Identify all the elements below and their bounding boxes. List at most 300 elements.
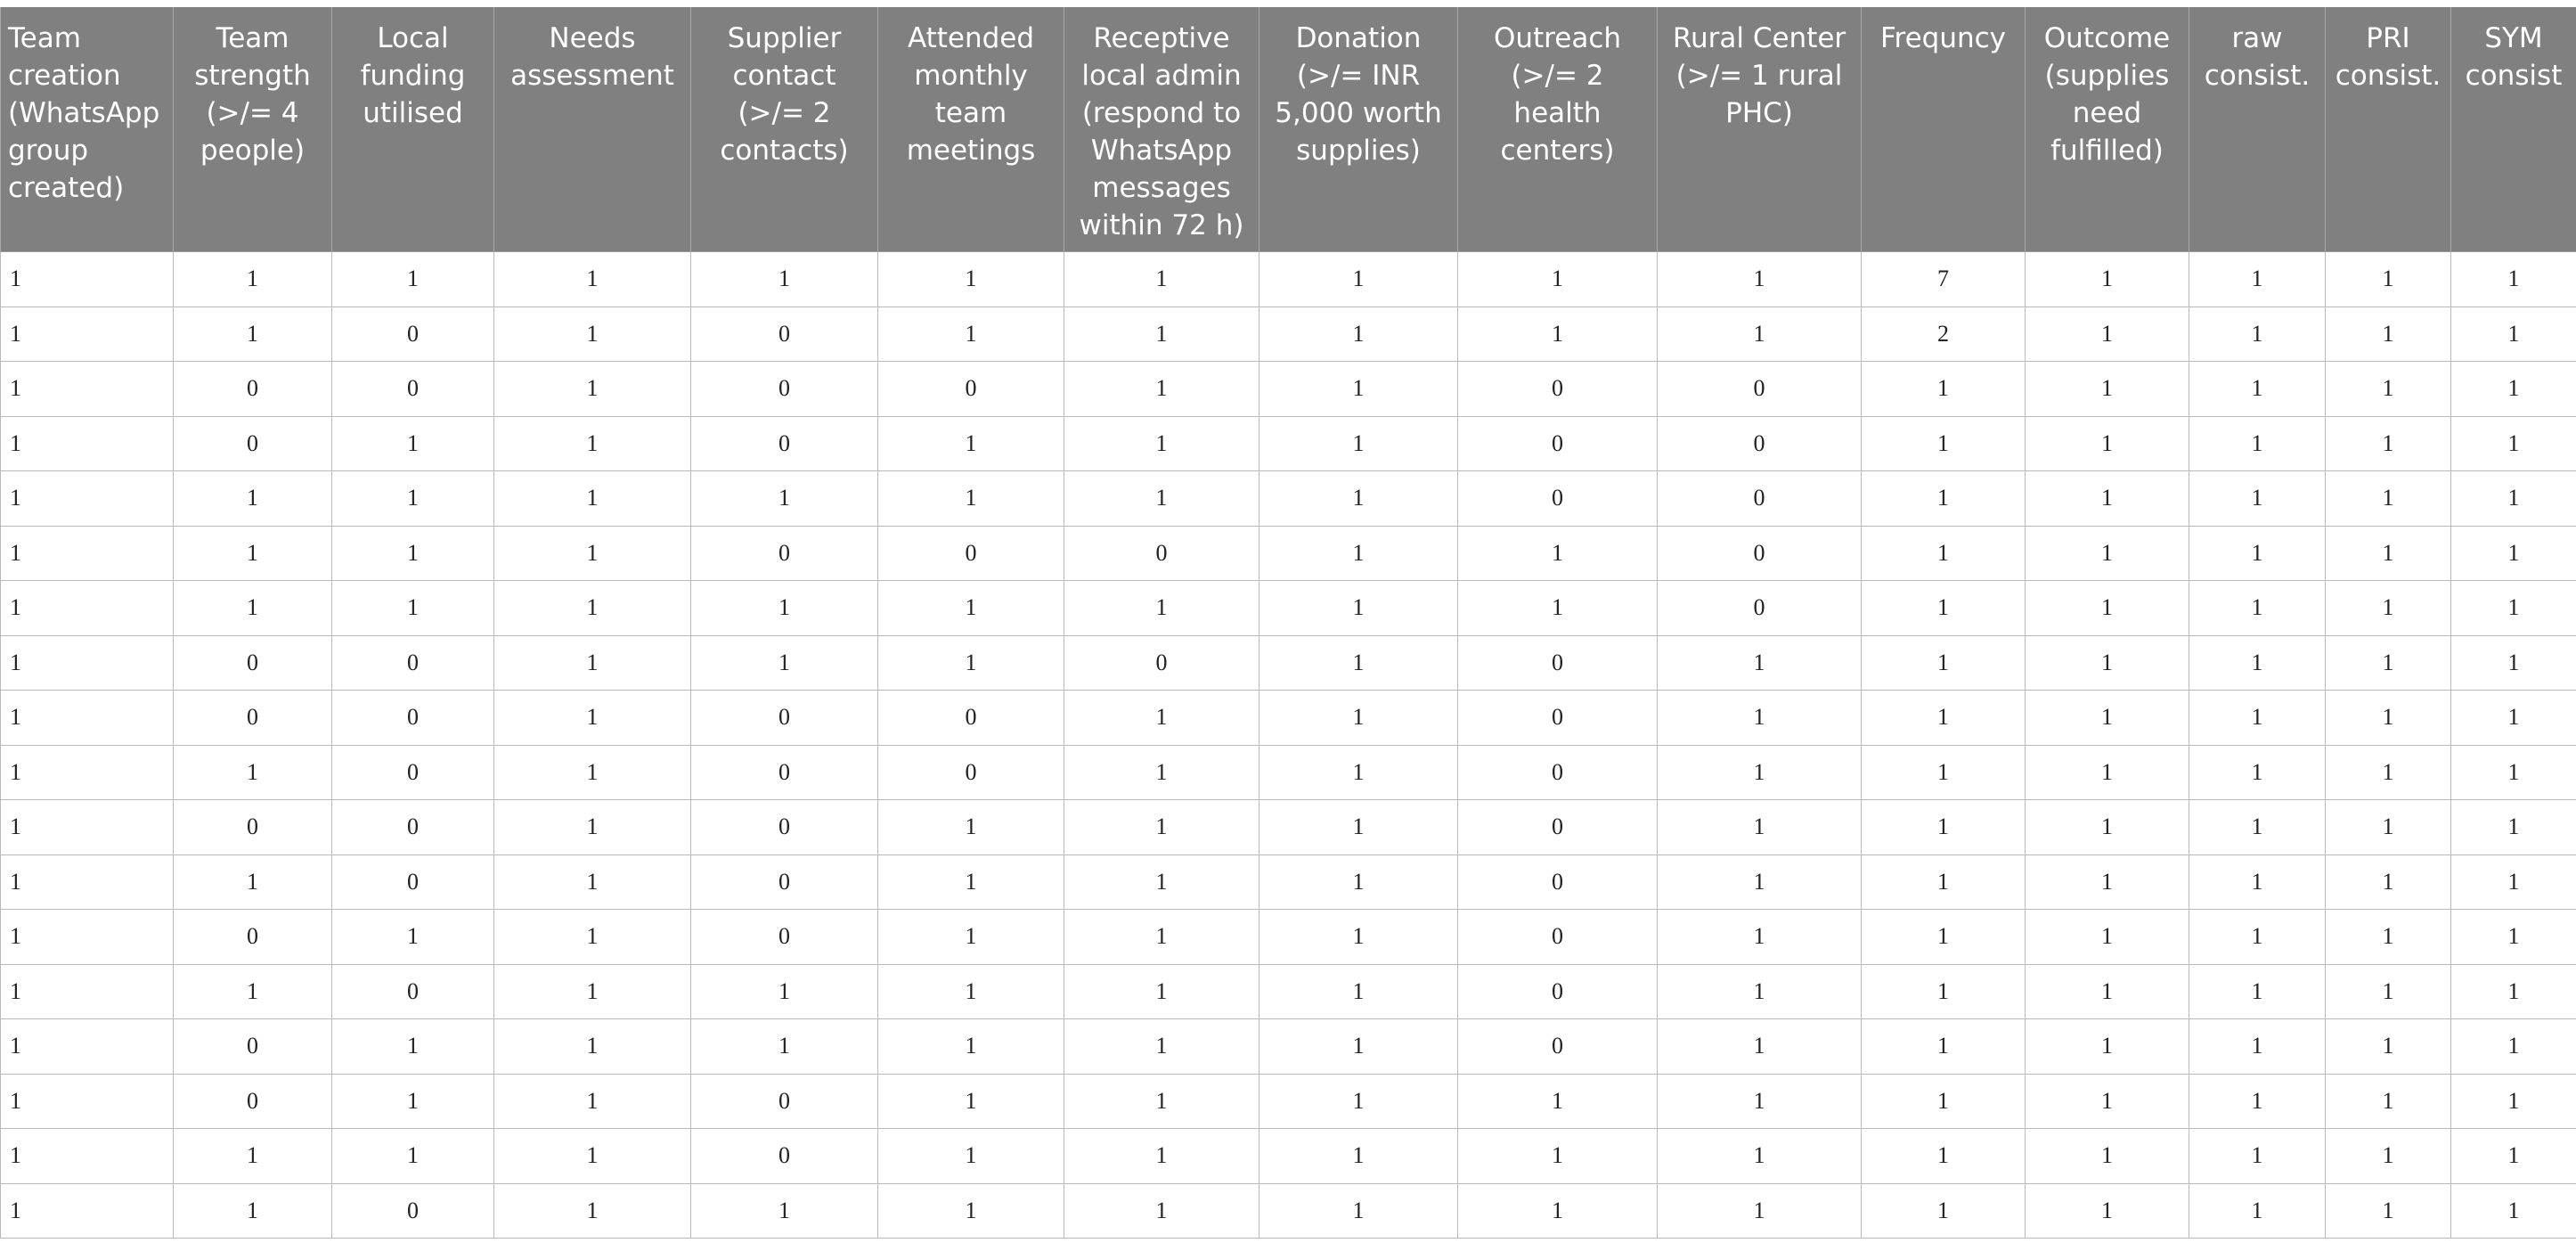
table-cell: 1 bbox=[2026, 416, 2189, 471]
table-cell: 0 bbox=[1458, 471, 1658, 527]
table-cell: 1 bbox=[1658, 745, 1862, 800]
table-cell: 1 bbox=[1064, 1074, 1259, 1129]
table-cell: 1 bbox=[2026, 1129, 2189, 1184]
table-cell: 1 bbox=[2451, 1019, 2576, 1075]
table-row bbox=[1, 526, 2576, 581]
table-row bbox=[1, 745, 2576, 800]
table-cell: 1 bbox=[494, 964, 691, 1019]
truth-table bbox=[0, 7, 2576, 1239]
table-cell: 1 bbox=[878, 1183, 1064, 1239]
table-cell: 1 bbox=[1064, 910, 1259, 965]
table-cell: 1 bbox=[1458, 526, 1658, 581]
table-cell: 0 bbox=[174, 416, 332, 471]
table-cell: 0 bbox=[1658, 471, 1862, 527]
table-cell: 0 bbox=[691, 307, 878, 362]
table-cell: 1 bbox=[332, 1019, 494, 1075]
table-cell: 0 bbox=[691, 745, 878, 800]
table-cell: 1 bbox=[1064, 471, 1259, 527]
table-cell: 1 bbox=[1064, 1129, 1259, 1184]
table-cell: 1 bbox=[2326, 471, 2451, 527]
table-cell: 0 bbox=[332, 691, 494, 746]
table-cell: 1 bbox=[2026, 471, 2189, 527]
table-cell: 0 bbox=[1458, 910, 1658, 965]
table-cell: 1 bbox=[332, 416, 494, 471]
table-cell: 1 bbox=[494, 910, 691, 965]
table-cell: 0 bbox=[1458, 964, 1658, 1019]
column-header-monthly-meetings: Attended monthly team meetings bbox=[878, 7, 1064, 252]
table-cell: 0 bbox=[878, 526, 1064, 581]
column-header-outreach: Outreach (>/= 2 health centers) bbox=[1458, 7, 1658, 252]
table-cell: 1 bbox=[174, 581, 332, 636]
table-cell: 1 bbox=[1862, 964, 2026, 1019]
table-cell: 1 bbox=[2451, 635, 2576, 691]
table-cell: 1 bbox=[691, 471, 878, 527]
table-cell: 1 bbox=[2026, 635, 2189, 691]
table-row bbox=[1, 800, 2576, 855]
table-cell: 0 bbox=[1458, 362, 1658, 417]
table-cell: 1 bbox=[2026, 581, 2189, 636]
table-cell: 1 bbox=[1259, 1129, 1458, 1184]
table-row bbox=[1, 635, 2576, 691]
table-cell: 1 bbox=[1862, 691, 2026, 746]
table-cell: 1 bbox=[1064, 252, 1259, 307]
table-cell: 1 bbox=[878, 800, 1064, 855]
column-header-raw-consistency: raw consist. bbox=[2189, 7, 2326, 252]
table-cell: 1 bbox=[2189, 1074, 2326, 1129]
table-cell: 7 bbox=[1862, 252, 2026, 307]
table-cell: 0 bbox=[878, 745, 1064, 800]
table-cell: 1 bbox=[494, 362, 691, 417]
table-cell: 1 bbox=[878, 964, 1064, 1019]
table-cell: 1 bbox=[2326, 252, 2451, 307]
table-cell: 1 bbox=[2189, 910, 2326, 965]
table-cell: 1 bbox=[1658, 910, 1862, 965]
table-cell: 1 bbox=[2326, 362, 2451, 417]
column-header-outcome: Outcome (supplies need fulfilled) bbox=[2026, 7, 2189, 252]
table-cell: 2 bbox=[1862, 307, 2026, 362]
table-cell: 1 bbox=[1259, 252, 1458, 307]
table-cell: 1 bbox=[1064, 581, 1259, 636]
table-cell: 1 bbox=[2326, 800, 2451, 855]
table-cell: 1 bbox=[878, 1019, 1064, 1075]
table-row bbox=[1, 252, 2576, 307]
table-cell: 1 bbox=[1259, 635, 1458, 691]
table-row bbox=[1, 581, 2576, 636]
table-cell: 1 bbox=[2451, 416, 2576, 471]
table-cell: 1 bbox=[1458, 581, 1658, 636]
table-body bbox=[1, 252, 2576, 1239]
table-cell: 1 bbox=[1, 1183, 174, 1239]
table-cell: 1 bbox=[1862, 635, 2026, 691]
table-cell: 1 bbox=[2326, 964, 2451, 1019]
table-cell: 0 bbox=[174, 1074, 332, 1129]
table-cell: 1 bbox=[878, 581, 1064, 636]
table-cell: 1 bbox=[1259, 581, 1458, 636]
table-cell: 1 bbox=[878, 1074, 1064, 1129]
table-cell: 1 bbox=[1658, 635, 1862, 691]
table-cell: 1 bbox=[494, 1129, 691, 1184]
table-cell: 0 bbox=[1658, 362, 1862, 417]
table-cell: 1 bbox=[1, 1074, 174, 1129]
table-cell: 0 bbox=[1458, 635, 1658, 691]
table-cell: 1 bbox=[494, 635, 691, 691]
table-cell: 1 bbox=[2026, 526, 2189, 581]
table-cell: 1 bbox=[1, 800, 174, 855]
table-cell: 1 bbox=[2326, 910, 2451, 965]
table-cell: 1 bbox=[2189, 252, 2326, 307]
table-cell: 0 bbox=[691, 416, 878, 471]
table-cell: 0 bbox=[878, 362, 1064, 417]
table-cell: 1 bbox=[174, 252, 332, 307]
table-cell: 1 bbox=[2026, 745, 2189, 800]
table-cell: 1 bbox=[494, 581, 691, 636]
table-cell: 0 bbox=[691, 691, 878, 746]
table-cell: 1 bbox=[1862, 471, 2026, 527]
table-cell: 1 bbox=[1862, 1129, 2026, 1184]
table-cell: 1 bbox=[691, 1019, 878, 1075]
table-cell: 1 bbox=[1862, 581, 2026, 636]
table-cell: 1 bbox=[1658, 854, 1862, 910]
table-cell: 1 bbox=[691, 581, 878, 636]
column-header-supplier-contact: Supplier contact (>/= 2 contacts) bbox=[691, 7, 878, 252]
table-cell: 1 bbox=[1064, 800, 1259, 855]
table-cell: 0 bbox=[1064, 526, 1259, 581]
table-cell: 1 bbox=[878, 910, 1064, 965]
table-cell: 0 bbox=[691, 1074, 878, 1129]
table-cell: 0 bbox=[174, 362, 332, 417]
table-cell: 1 bbox=[1862, 362, 2026, 417]
table-cell: 1 bbox=[1, 1019, 174, 1075]
table-cell: 1 bbox=[691, 1183, 878, 1239]
table-cell: 1 bbox=[2326, 745, 2451, 800]
table-cell: 1 bbox=[2189, 691, 2326, 746]
table-row bbox=[1, 1129, 2576, 1184]
table-cell: 1 bbox=[1064, 416, 1259, 471]
table-cell: 0 bbox=[691, 854, 878, 910]
table-cell: 1 bbox=[2451, 581, 2576, 636]
table-cell: 1 bbox=[2189, 1183, 2326, 1239]
table-cell: 1 bbox=[2326, 854, 2451, 910]
table-cell: 0 bbox=[332, 1183, 494, 1239]
table-cell: 0 bbox=[1064, 635, 1259, 691]
table-cell: 1 bbox=[2451, 252, 2576, 307]
table-cell: 1 bbox=[2326, 1129, 2451, 1184]
table-cell: 1 bbox=[2189, 745, 2326, 800]
table-cell: 0 bbox=[1658, 526, 1862, 581]
table-cell: 1 bbox=[2451, 362, 2576, 417]
table-cell: 1 bbox=[2451, 745, 2576, 800]
table-cell: 1 bbox=[2026, 307, 2189, 362]
table-cell: 1 bbox=[1658, 1074, 1862, 1129]
table-cell: 1 bbox=[2189, 1019, 2326, 1075]
table-cell: 1 bbox=[878, 471, 1064, 527]
table-cell: 0 bbox=[174, 691, 332, 746]
table-cell: 1 bbox=[2326, 526, 2451, 581]
table-cell: 1 bbox=[1658, 252, 1862, 307]
table-cell: 1 bbox=[2189, 1129, 2326, 1184]
table-cell: 1 bbox=[1259, 307, 1458, 362]
table-row bbox=[1, 964, 2576, 1019]
table-cell: 1 bbox=[1259, 362, 1458, 417]
table-cell: 1 bbox=[1064, 964, 1259, 1019]
column-header-needs-assessment: Needs assessment bbox=[494, 7, 691, 252]
table-cell: 1 bbox=[494, 800, 691, 855]
table-cell: 1 bbox=[1862, 800, 2026, 855]
table-cell: 1 bbox=[2026, 1074, 2189, 1129]
table-cell: 0 bbox=[332, 800, 494, 855]
table-cell: 1 bbox=[2026, 1183, 2189, 1239]
table-cell: 0 bbox=[1458, 745, 1658, 800]
table-cell: 1 bbox=[1, 910, 174, 965]
table-cell: 1 bbox=[2189, 362, 2326, 417]
table-cell: 1 bbox=[1064, 307, 1259, 362]
table-cell: 0 bbox=[174, 910, 332, 965]
column-header-frequency: Frequncy bbox=[1862, 7, 2026, 252]
table-row bbox=[1, 854, 2576, 910]
column-header-team-strength: Team strength (>/= 4 people) bbox=[174, 7, 332, 252]
table-cell: 1 bbox=[2326, 691, 2451, 746]
table-cell: 1 bbox=[2026, 910, 2189, 965]
table-cell: 1 bbox=[2326, 307, 2451, 362]
table-cell: 1 bbox=[1064, 1183, 1259, 1239]
table-cell: 1 bbox=[1658, 307, 1862, 362]
table-cell: 1 bbox=[1064, 691, 1259, 746]
table-cell: 0 bbox=[332, 635, 494, 691]
table-cell: 1 bbox=[2189, 307, 2326, 362]
table-cell: 1 bbox=[1259, 416, 1458, 471]
table-cell: 1 bbox=[332, 526, 494, 581]
table-cell: 1 bbox=[2189, 800, 2326, 855]
table-cell: 1 bbox=[1, 745, 174, 800]
table-cell: 0 bbox=[1458, 691, 1658, 746]
table-cell: 1 bbox=[2451, 1183, 2576, 1239]
table-cell: 0 bbox=[332, 307, 494, 362]
table-cell: 1 bbox=[2326, 1074, 2451, 1129]
table-cell: 1 bbox=[2189, 416, 2326, 471]
table-cell: 0 bbox=[691, 910, 878, 965]
table-cell: 0 bbox=[174, 1019, 332, 1075]
table-cell: 1 bbox=[1259, 1074, 1458, 1129]
table-cell: 1 bbox=[1064, 745, 1259, 800]
table-cell: 1 bbox=[1259, 691, 1458, 746]
table-cell: 1 bbox=[2189, 526, 2326, 581]
table-cell: 1 bbox=[1259, 745, 1458, 800]
table-cell: 1 bbox=[2326, 1183, 2451, 1239]
table-cell: 1 bbox=[494, 745, 691, 800]
table-cell: 1 bbox=[332, 1074, 494, 1129]
table-cell: 1 bbox=[1458, 1074, 1658, 1129]
table-cell: 1 bbox=[1259, 854, 1458, 910]
table-cell: 1 bbox=[1259, 964, 1458, 1019]
column-header-donation: Donation (>/= INR 5,000 worth supplies) bbox=[1259, 7, 1458, 252]
table-cell: 1 bbox=[2189, 635, 2326, 691]
table-cell: 1 bbox=[691, 635, 878, 691]
table-cell: 1 bbox=[2451, 691, 2576, 746]
table-cell: 1 bbox=[494, 1183, 691, 1239]
table-cell: 1 bbox=[878, 854, 1064, 910]
table-cell: 1 bbox=[1, 307, 174, 362]
table-cell: 0 bbox=[332, 854, 494, 910]
table-cell: 1 bbox=[1658, 1183, 1862, 1239]
column-header-local-funding: Local funding utilised bbox=[332, 7, 494, 252]
table-row bbox=[1, 1019, 2576, 1075]
table-cell: 1 bbox=[1862, 910, 2026, 965]
table-cell: 1 bbox=[1658, 1129, 1862, 1184]
table-cell: 1 bbox=[1259, 1019, 1458, 1075]
table-cell: 1 bbox=[1, 964, 174, 1019]
table-cell: 1 bbox=[1862, 526, 2026, 581]
table-cell: 1 bbox=[2451, 1129, 2576, 1184]
table-cell: 1 bbox=[1862, 1183, 2026, 1239]
table-cell: 1 bbox=[2451, 1074, 2576, 1129]
table-cell: 1 bbox=[2189, 581, 2326, 636]
table-cell: 1 bbox=[2026, 252, 2189, 307]
table-cell: 1 bbox=[878, 635, 1064, 691]
table-cell: 1 bbox=[1458, 307, 1658, 362]
table-header bbox=[1, 7, 2576, 252]
table-cell: 1 bbox=[1862, 854, 2026, 910]
table-cell: 1 bbox=[2026, 800, 2189, 855]
table-cell: 1 bbox=[174, 854, 332, 910]
table-cell: 1 bbox=[2026, 1019, 2189, 1075]
column-header-sym-consistency: SYM consist bbox=[2451, 7, 2576, 252]
table-row bbox=[1, 910, 2576, 965]
truth-table-container bbox=[0, 7, 2576, 1239]
table-cell: 1 bbox=[494, 471, 691, 527]
table-cell: 1 bbox=[1259, 471, 1458, 527]
table-cell: 1 bbox=[878, 252, 1064, 307]
table-cell: 1 bbox=[494, 691, 691, 746]
table-cell: 1 bbox=[1, 471, 174, 527]
table-cell: 1 bbox=[878, 307, 1064, 362]
table-cell: 1 bbox=[174, 1183, 332, 1239]
header-row bbox=[1, 7, 2576, 252]
table-cell: 1 bbox=[2326, 635, 2451, 691]
table-cell: 0 bbox=[1458, 1019, 1658, 1075]
table-cell: 1 bbox=[332, 1129, 494, 1184]
table-cell: 1 bbox=[2189, 854, 2326, 910]
table-cell: 0 bbox=[332, 964, 494, 1019]
table-cell: 1 bbox=[1, 691, 174, 746]
table-cell: 1 bbox=[2451, 526, 2576, 581]
table-cell: 1 bbox=[2326, 581, 2451, 636]
column-header-pri-consistency: PRI consist. bbox=[2326, 7, 2451, 252]
table-cell: 0 bbox=[691, 362, 878, 417]
table-cell: 1 bbox=[494, 526, 691, 581]
table-cell: 1 bbox=[174, 964, 332, 1019]
table-cell: 1 bbox=[1064, 362, 1259, 417]
table-cell: 1 bbox=[174, 745, 332, 800]
table-cell: 1 bbox=[1458, 1129, 1658, 1184]
table-row bbox=[1, 362, 2576, 417]
table-cell: 1 bbox=[1862, 1019, 2026, 1075]
table-cell: 1 bbox=[2026, 854, 2189, 910]
table-cell: 1 bbox=[1862, 416, 2026, 471]
table-row bbox=[1, 1183, 2576, 1239]
table-cell: 1 bbox=[2451, 307, 2576, 362]
table-cell: 0 bbox=[174, 800, 332, 855]
table-cell: 1 bbox=[494, 854, 691, 910]
table-cell: 1 bbox=[1259, 526, 1458, 581]
table-cell: 1 bbox=[1658, 964, 1862, 1019]
table-cell: 1 bbox=[494, 1074, 691, 1129]
table-cell: 1 bbox=[691, 964, 878, 1019]
table-cell: 1 bbox=[2189, 964, 2326, 1019]
table-cell: 1 bbox=[174, 526, 332, 581]
table-cell: 0 bbox=[691, 800, 878, 855]
table-cell: 1 bbox=[1658, 800, 1862, 855]
table-cell: 1 bbox=[1, 526, 174, 581]
table-cell: 0 bbox=[878, 691, 1064, 746]
table-cell: 1 bbox=[1259, 1183, 1458, 1239]
table-cell: 1 bbox=[2451, 964, 2576, 1019]
table-cell: 1 bbox=[1, 416, 174, 471]
table-cell: 1 bbox=[332, 252, 494, 307]
table-cell: 1 bbox=[1064, 1019, 1259, 1075]
table-cell: 1 bbox=[494, 252, 691, 307]
column-header-team-creation: Team creation (WhatsApp group created) bbox=[1, 7, 174, 252]
table-cell: 1 bbox=[1, 362, 174, 417]
table-cell: 1 bbox=[174, 307, 332, 362]
table-cell: 1 bbox=[1, 1129, 174, 1184]
table-cell: 1 bbox=[2451, 910, 2576, 965]
table-row bbox=[1, 416, 2576, 471]
table-cell: 1 bbox=[1259, 800, 1458, 855]
table-cell: 0 bbox=[332, 362, 494, 417]
table-cell: 1 bbox=[2026, 691, 2189, 746]
table-cell: 1 bbox=[2326, 1019, 2451, 1075]
table-cell: 1 bbox=[1458, 1183, 1658, 1239]
table-cell: 0 bbox=[332, 745, 494, 800]
table-cell: 1 bbox=[1862, 1074, 2026, 1129]
table-cell: 0 bbox=[691, 1129, 878, 1184]
column-header-receptive-admin: Receptive local admin (respond to WhatsApp messages within 72 h) bbox=[1064, 7, 1259, 252]
table-row bbox=[1, 307, 2576, 362]
table-cell: 1 bbox=[1, 635, 174, 691]
table-cell: 0 bbox=[174, 635, 332, 691]
table-cell: 1 bbox=[2451, 800, 2576, 855]
table-cell: 1 bbox=[2026, 964, 2189, 1019]
table-cell: 1 bbox=[332, 910, 494, 965]
table-cell: 1 bbox=[2451, 471, 2576, 527]
table-cell: 1 bbox=[2451, 854, 2576, 910]
table-cell: 0 bbox=[691, 526, 878, 581]
table-row bbox=[1, 1074, 2576, 1129]
table-cell: 1 bbox=[1862, 745, 2026, 800]
table-cell: 1 bbox=[1, 252, 174, 307]
table-cell: 0 bbox=[1458, 854, 1658, 910]
table-cell: 1 bbox=[1658, 691, 1862, 746]
table-cell: 1 bbox=[2026, 362, 2189, 417]
table-row bbox=[1, 691, 2576, 746]
table-cell: 0 bbox=[1658, 581, 1862, 636]
table-cell: 1 bbox=[1259, 910, 1458, 965]
table-cell: 1 bbox=[2189, 471, 2326, 527]
column-header-rural-center: Rural Center (>/= 1 rural PHC) bbox=[1658, 7, 1862, 252]
table-cell: 0 bbox=[1458, 416, 1658, 471]
table-cell: 1 bbox=[1064, 854, 1259, 910]
table-cell: 1 bbox=[878, 1129, 1064, 1184]
table-cell: 1 bbox=[878, 416, 1064, 471]
table-cell: 1 bbox=[332, 581, 494, 636]
table-cell: 1 bbox=[691, 252, 878, 307]
table-row bbox=[1, 471, 2576, 527]
table-cell: 1 bbox=[494, 1019, 691, 1075]
table-cell: 0 bbox=[1658, 416, 1862, 471]
table-cell: 1 bbox=[174, 471, 332, 527]
table-cell: 1 bbox=[1458, 252, 1658, 307]
table-cell: 1 bbox=[174, 1129, 332, 1184]
